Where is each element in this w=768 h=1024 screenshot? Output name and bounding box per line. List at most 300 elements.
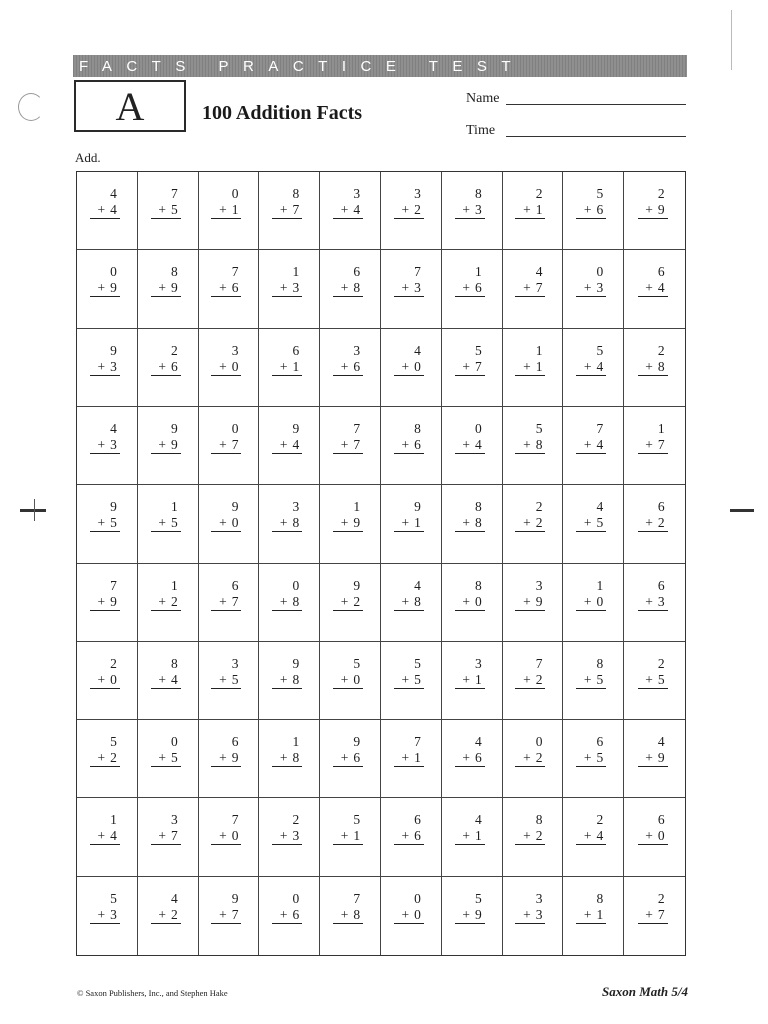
problem-cell[interactable] [381,720,442,798]
second-addend-row [576,672,606,689]
addition-problem [519,264,545,297]
second-addend-row [90,672,120,689]
problem-cell[interactable] [77,720,138,798]
problem-cell[interactable] [77,250,138,328]
second-addend-row [576,437,606,454]
first-addend: 0 [414,890,421,906]
first-addend: 5 [474,890,482,906]
addition-problem [642,812,668,845]
banner-title: FACTS PRACTICE TEST [79,57,526,75]
plus-sign: + [279,671,288,687]
plus-sign: + [340,593,349,609]
plus-sign: + [158,358,166,374]
first-addend: 9 [231,890,239,906]
second-addend-row [638,907,668,924]
plus-sign: + [279,202,288,217]
left-margin-tick [34,499,35,521]
problem-cell[interactable] [199,798,260,876]
first-addend: 3 [292,499,300,515]
plus-sign: + [645,436,653,452]
plus-sign: + [158,750,166,766]
problem-cell[interactable] [320,877,381,955]
second-addend: 2 [110,750,117,766]
plus-sign: + [340,828,349,844]
first-addend: 0 [596,264,604,280]
second-addend: 0 [231,828,239,844]
problem-cell[interactable] [442,250,503,328]
problem-cell[interactable] [563,564,624,642]
addition-problem [276,186,302,219]
problem-cell[interactable] [563,329,624,407]
problem-cell[interactable] [138,250,199,328]
second-addend: 3 [657,593,665,609]
problem-cell[interactable] [320,720,381,798]
plus-sign: + [97,906,106,922]
plus-sign: + [219,828,227,844]
problem-cell[interactable] [259,720,320,798]
plus-sign: + [219,358,227,374]
second-addend-row [90,359,120,376]
second-addend: 7 [231,906,239,922]
problem-cell[interactable] [199,407,260,485]
problem-cell[interactable] [320,407,381,485]
first-addend: 6 [231,734,239,750]
addition-problem [580,891,606,924]
problem-cell[interactable] [624,642,685,720]
problem-cell[interactable] [624,172,685,250]
problem-grid [76,171,686,956]
problem-cell[interactable] [259,329,320,407]
addition-problem [580,186,606,219]
second-addend: 4 [657,280,665,296]
second-addend: 8 [292,593,300,609]
second-addend: 0 [657,828,665,844]
first-addend: 3 [535,577,543,593]
problem-cell[interactable] [563,172,624,250]
problem-cell[interactable] [259,250,320,328]
left-margin-mark [20,509,46,512]
problem-cell[interactable] [381,407,442,485]
second-addend-row [515,828,545,845]
problem-cell[interactable] [77,172,138,250]
plus-sign: + [401,593,410,609]
second-addend: 7 [657,906,665,922]
second-addend-row [333,359,363,376]
problem-cell[interactable] [259,485,320,563]
problem-cell[interactable] [138,642,199,720]
second-addend: 7 [170,828,178,844]
second-addend: 3 [535,906,543,922]
second-addend-row [515,437,545,454]
problem-cell[interactable] [320,329,381,407]
second-addend-row [90,907,120,924]
second-addend-row [394,907,424,924]
plus-sign: + [279,593,288,609]
problem-cell[interactable] [442,329,503,407]
second-addend: 0 [414,906,421,922]
second-addend: 3 [292,280,300,296]
problem-cell[interactable] [259,564,320,642]
problem-cell[interactable] [320,250,381,328]
problem-cell[interactable] [138,485,199,563]
second-addend: 4 [596,358,604,374]
second-addend-row [576,515,606,532]
problem-cell[interactable] [381,564,442,642]
addition-problem [642,421,668,454]
first-addend: 7 [353,420,361,436]
first-addend: 8 [170,264,178,280]
problem-cell[interactable] [77,642,138,720]
plus-sign: + [462,593,470,609]
problem-cell[interactable] [503,250,564,328]
problem-cell[interactable] [138,329,199,407]
plus-sign: + [462,671,470,687]
problem-cell[interactable] [503,172,564,250]
problem-cell[interactable] [138,564,199,642]
addition-problem [94,891,120,924]
addition-problem [459,891,485,924]
second-addend-row [151,280,181,297]
second-addend-row [151,359,181,376]
second-addend: 5 [170,202,178,217]
plus-sign: + [462,750,470,766]
second-addend: 6 [231,280,239,296]
first-addend: 9 [353,734,361,750]
second-addend: 4 [170,671,178,687]
second-addend: 1 [292,358,300,374]
second-addend: 9 [170,280,178,296]
second-addend: 1 [474,671,482,687]
addition-problem [94,343,120,376]
problem-cell[interactable] [381,798,442,876]
problem-cell[interactable] [199,877,260,955]
problem-cell[interactable] [320,172,381,250]
second-addend-row [211,280,241,297]
problem-cell[interactable] [259,407,320,485]
second-addend: 7 [231,593,239,609]
second-addend: 0 [231,358,239,374]
second-addend: 6 [474,280,482,296]
plus-sign: + [158,436,166,452]
second-addend-row [333,280,363,297]
punch-hole-mark [18,93,44,121]
problem-cell[interactable] [199,250,260,328]
second-addend-row [90,828,120,845]
plus-sign: + [219,280,227,296]
second-addend-row [211,907,241,924]
problem-cell[interactable] [259,877,320,955]
problem-cell[interactable] [320,798,381,876]
problem-cell[interactable] [77,798,138,876]
plus-sign: + [523,593,531,609]
problem-cell[interactable] [503,877,564,955]
problem-cell[interactable] [563,407,624,485]
plus-sign: + [583,593,592,609]
first-addend: 6 [231,577,239,593]
addition-problem [215,343,241,376]
problem-cell[interactable] [624,329,685,407]
plus-sign: + [158,906,166,922]
plus-sign: + [583,202,592,217]
plus-sign: + [462,436,470,452]
problem-cell[interactable] [199,172,260,250]
addition-problem [337,186,363,219]
first-addend: 0 [110,264,117,280]
addition-problem [276,264,302,297]
second-addend-row [151,907,181,924]
plus-sign: + [158,280,166,296]
second-addend: 4 [353,202,361,217]
plus-sign: + [645,358,653,374]
second-addend-row [576,750,606,767]
addition-problem [519,578,545,611]
problem-cell[interactable] [259,642,320,720]
first-addend: 4 [474,812,482,828]
second-addend: 8 [474,515,482,531]
first-addend: 4 [535,264,543,280]
second-addend: 6 [353,750,361,766]
second-addend-row [151,828,181,845]
plus-sign: + [158,828,166,844]
addition-problem [276,578,302,611]
plus-sign: + [219,515,227,531]
addition-problem [155,578,181,611]
problem-cell[interactable] [259,798,320,876]
first-addend: 5 [414,655,421,671]
second-addend-row [638,594,668,611]
time-field[interactable] [506,136,686,137]
problem-cell[interactable] [503,329,564,407]
problem-cell[interactable] [503,485,564,563]
addition-problem [459,421,485,454]
problem-cell[interactable] [199,485,260,563]
problem-cell[interactable] [624,250,685,328]
plus-sign: + [219,593,227,609]
addition-problem [398,656,424,689]
second-addend-row [333,672,363,689]
problem-cell[interactable] [320,642,381,720]
second-addend-row [515,907,545,924]
second-addend-row [272,907,302,924]
problem-cell[interactable] [138,407,199,485]
problem-cell[interactable] [138,720,199,798]
plus-sign: + [97,593,106,609]
problem-cell[interactable] [563,485,624,563]
second-addend-row [211,750,241,767]
plus-sign: + [279,436,288,452]
problem-cell[interactable] [442,485,503,563]
problem-cell[interactable] [381,485,442,563]
second-addend: 5 [657,671,665,687]
problem-cell[interactable] [199,564,260,642]
addition-problem [642,499,668,532]
second-addend: 4 [596,436,604,452]
problem-cell[interactable] [563,642,624,720]
plus-sign: + [462,358,470,374]
problem-cell[interactable] [442,172,503,250]
second-addend: 7 [292,202,300,217]
problem-cell[interactable] [199,329,260,407]
first-addend: 1 [110,812,117,828]
first-addend: 1 [292,264,300,280]
problem-cell[interactable] [138,172,199,250]
second-addend: 2 [414,202,421,217]
second-addend: 8 [292,671,300,687]
plus-sign: + [340,202,349,217]
problem-cell[interactable] [381,329,442,407]
problem-cell[interactable] [320,564,381,642]
second-addend: 8 [657,358,665,374]
addition-problem [155,891,181,924]
addition-problem [155,186,181,219]
problem-cell[interactable] [503,564,564,642]
name-field[interactable] [506,104,686,105]
second-addend-row [394,202,424,219]
addition-problem [215,186,241,219]
problem-cell[interactable] [259,172,320,250]
problem-cell[interactable] [624,798,685,876]
plus-sign: + [340,358,349,374]
first-addend: 7 [231,812,239,828]
second-addend-row [576,202,606,219]
addition-problem [94,186,120,219]
problem-cell[interactable] [442,642,503,720]
second-addend-row [515,359,545,376]
problem-cell[interactable] [77,877,138,955]
problem-cell[interactable] [624,407,685,485]
second-addend-row [455,828,485,845]
plus-sign: + [462,280,470,296]
problem-cell[interactable] [442,877,503,955]
first-addend: 8 [170,655,178,671]
first-addend: 5 [474,342,482,358]
first-addend: 2 [596,812,604,828]
addition-problem [94,499,120,532]
addition-problem [155,343,181,376]
plus-sign: + [523,671,531,687]
addition-problem [519,734,545,767]
second-addend: 7 [474,358,482,374]
problem-cell[interactable] [138,798,199,876]
problem-cell[interactable] [77,564,138,642]
problem-cell[interactable] [320,485,381,563]
second-addend-row [90,515,120,532]
problem-cell[interactable] [563,798,624,876]
second-addend-row [394,359,424,376]
problem-cell[interactable] [624,720,685,798]
second-addend: 9 [110,593,117,609]
first-addend: 9 [414,499,421,515]
problem-cell[interactable] [381,877,442,955]
problem-cell[interactable] [442,407,503,485]
second-addend-row [455,594,485,611]
plus-sign: + [523,202,531,217]
first-addend: 1 [535,342,543,358]
addition-problem [276,499,302,532]
problem-cell[interactable] [77,485,138,563]
problem-cell[interactable] [77,329,138,407]
second-addend-row [272,359,302,376]
problem-cell[interactable] [381,250,442,328]
first-addend: 9 [170,420,178,436]
second-addend-row [455,907,485,924]
problem-cell[interactable] [503,798,564,876]
second-addend-row [272,515,302,532]
second-addend-row [333,437,363,454]
second-addend-row [333,515,363,532]
plus-sign: + [401,515,410,531]
first-addend: 4 [170,890,178,906]
problem-cell[interactable] [199,720,260,798]
plus-sign: + [401,906,410,922]
problem-cell[interactable] [563,877,624,955]
plus-sign: + [279,750,288,766]
problem-cell[interactable] [381,642,442,720]
problem-cell[interactable] [624,485,685,563]
addition-problem [337,264,363,297]
second-addend-row [333,907,363,924]
addition-problem [337,891,363,924]
problem-cell[interactable] [563,720,624,798]
first-addend: 0 [231,420,239,436]
first-addend: 0 [292,890,300,906]
plus-sign: + [97,515,106,531]
addition-problem [337,499,363,532]
first-addend: 8 [292,186,300,201]
problem-cell[interactable] [503,642,564,720]
second-addend: 1 [353,828,361,844]
problem-cell[interactable] [503,720,564,798]
problem-cell[interactable] [442,798,503,876]
second-addend: 1 [596,906,604,922]
addition-problem [94,578,120,611]
plus-sign: + [219,671,227,687]
problem-cell[interactable] [503,407,564,485]
plus-sign: + [583,750,592,766]
problem-cell[interactable] [563,250,624,328]
addition-problem [642,656,668,689]
plus-sign: + [97,436,106,452]
problem-cell[interactable] [77,407,138,485]
addition-problem [398,734,424,767]
addition-problem [215,578,241,611]
addition-problem [155,499,181,532]
first-addend: 2 [535,499,543,515]
first-addend: 2 [292,812,300,828]
first-addend: 6 [292,342,300,358]
problem-cell[interactable] [381,172,442,250]
first-addend: 6 [353,264,361,280]
second-addend: 5 [596,750,604,766]
problem-cell[interactable] [442,564,503,642]
problem-cell[interactable] [138,877,199,955]
first-addend: 5 [596,342,604,358]
first-addend: 8 [535,812,543,828]
addition-problem [155,264,181,297]
addition-problem [580,264,606,297]
addition-problem [459,656,485,689]
plus-sign: + [158,515,166,531]
problem-cell[interactable] [624,564,685,642]
problem-cell[interactable] [199,642,260,720]
first-addend: 4 [596,499,604,515]
problem-cell[interactable] [624,877,685,955]
addition-problem [459,186,485,219]
problem-cell[interactable] [442,720,503,798]
second-addend: 9 [535,593,543,609]
second-addend-row [638,437,668,454]
plus-sign: + [583,280,592,296]
